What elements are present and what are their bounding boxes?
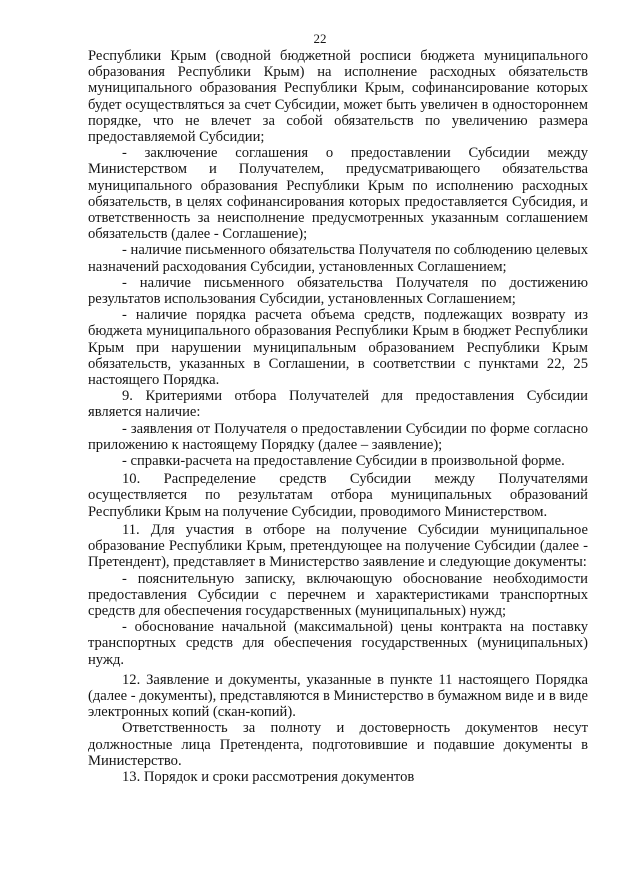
paragraph-review-procedure-heading: 13. Порядок и сроки рассмотрения документов: [122, 768, 415, 785]
page-number: 22: [313, 31, 327, 46]
paragraph-target-use-obligation: - наличие письменного обязательства Получателя по соблюдению целевых назначений расходования Субсидии, установленных Соглашением;: [88, 242, 588, 275]
document-body: [88, 48, 588, 785]
paragraph-refund-procedure: - наличие порядка расчета объема средств, подлежащих возврату из бюджета муниципального образования Республики Крым в бюджет Республики Крым при нарушении муниципальным образованием Республики Крым обязательств, указанных в Соглашении, в соответствии с пунктами 22, 25 настоящего Порядка.: [88, 307, 588, 389]
paragraph-budget-continuation: Республики Крым (сводной бюджетной росписи бюджета муниципального образования Республики Крым) на исполнение расходных обязательств муниципального образования Республики Крым, софинансирование которых будет осуществляться за счет Субсидии, может быть увеличен в одностороннем порядке, что не влечет за собой обязательств по увеличению размера предоставляемой Субсидии;: [88, 48, 588, 146]
paragraph-selection-criteria: 9. Критериями отбора Получателей для предоставления Субсидии является наличие:: [88, 388, 588, 421]
paragraph-participation-documents: 11. Для участия в отборе на получение Субсидии муниципальное образование Республики Крым, претендующее на получение Субсидии (далее - Претендент), представляет в Министерство заявление и следующие документы:: [88, 521, 588, 571]
paragraph-price-justification: - обоснование начальной (максимальной) цены контракта на поставку транспортных средств для обеспечения государственных (муниципальных) нужд.: [88, 619, 588, 668]
paragraph-application-item: - заявления от Получателя о предоставлении Субсидии по форме согласно приложению к настоящему Порядку (далее – заявление);: [88, 420, 588, 453]
paragraph-results-obligation: - наличие письменного обязательства Получателя по достижению результатов использования Субсидии, установленных Соглашением;: [88, 274, 588, 308]
paragraph-agreement-conclusion: - заключение соглашения о предоставлении Субсидии между Министерством и Получателем, предусматривающего обязательства муниципального образования Республики Крым по исполнению расходных обязательств, в целях софинансирования которых предоставляется Субсидия, и ответственность за неисполнение предусмотренных указанным соглашением обязательств (далее - Соглашение);: [88, 145, 588, 243]
paragraph-explanatory-note: - пояснительную записку, включающую обоснование необходимости предоставления Субсидии с перечнем и характеристиками транспортных средств для обеспечения государственных (муниципальных) нужд;: [88, 570, 588, 619]
paragraph-calculation-item: - справки-расчета на предоставление Субсидии в произвольной форме.: [122, 453, 565, 470]
paragraph-distribution: 10. Распределение средств Субсидии между Получателями осуществляется по результатам отбора муниципальных образований Республики Крым на получение Субсидии, проводимого Министерством.: [88, 471, 588, 520]
paragraph-document-submission: 12. Заявление и документы, указанные в пункте 11 настоящего Порядка (далее - документы), представляются в Министерство в бумажном виде и в виде электронных копий (скан-копий).: [88, 671, 588, 721]
paragraph-responsibility: Ответственность за полноту и достоверность документов несут должностные лица Претендента, подготовившие и подавшие документы в Министерство.: [88, 720, 588, 769]
